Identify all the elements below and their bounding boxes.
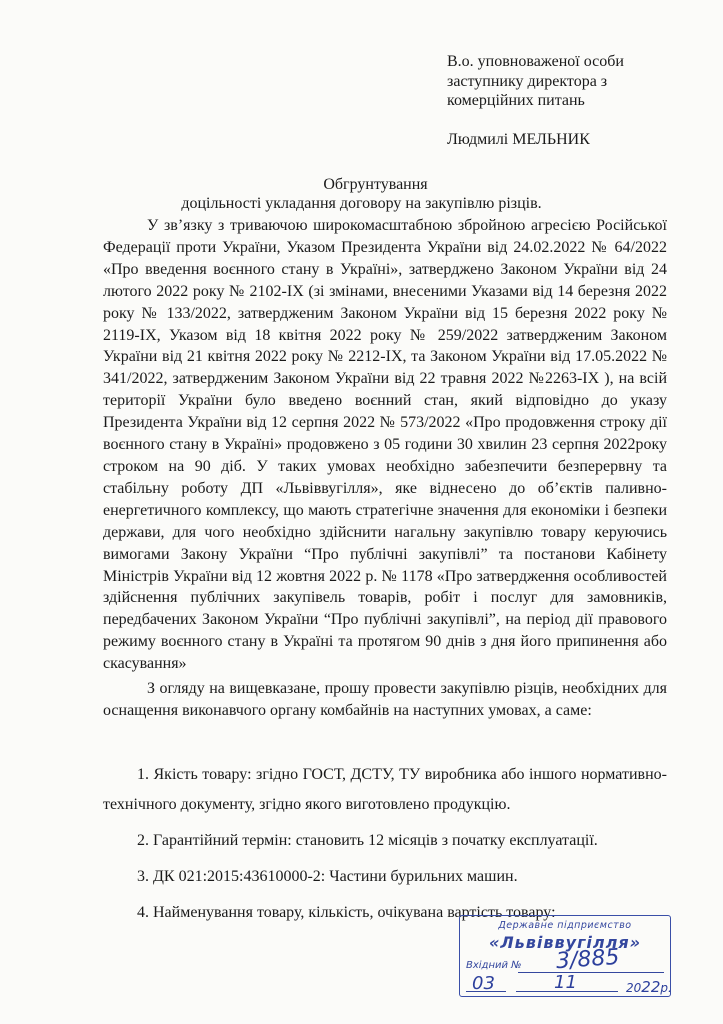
document-title: Обгрунтування xyxy=(323,176,428,193)
addressee-position-line1: В.о. уповноваженої особи xyxy=(447,53,624,70)
stamp-org-name: «Львіввугілля» xyxy=(488,933,642,952)
stamp-day: 03 xyxy=(472,973,495,994)
document-subtitle: доцільності укладання договору на закупівлю різців. xyxy=(181,195,542,212)
stamp-org-type: Державне підприємство xyxy=(498,920,632,931)
stamp-number-line xyxy=(518,972,664,973)
stamp-year-prefix: 20 xyxy=(626,981,642,995)
stamp-inbox-label: Вхідний № xyxy=(466,960,522,971)
condition-classifier: 3. ДК 021:2015:43610000-2: Частини бурильних машин. xyxy=(137,868,518,885)
addressee-name: Людмилі МЕЛЬНИК xyxy=(447,130,590,148)
condition-warranty: 2. Гарантійний термін: становить 12 місяців з початку експлуатації. xyxy=(137,832,598,849)
stamp-year xyxy=(626,978,672,996)
addressee-position-line2: заступнику директора з xyxy=(447,72,608,90)
request-paragraph: З огляду на вищевказане, прошу провести закупівлю різців, необхідних для оснащення виконавчого органу комбайнів на наступних умовах, а саме: xyxy=(103,680,667,719)
registration-stamp xyxy=(459,915,671,997)
addressee-block xyxy=(447,52,624,149)
stamp-year-suffix: р. xyxy=(660,981,672,995)
addressee-position-line3: комерційних питань xyxy=(447,92,585,109)
conditions-list xyxy=(103,760,667,928)
condition-goods-list: 4. Найменування товару, кількість, очікувана вартість товару: xyxy=(137,904,556,921)
document-body xyxy=(103,215,667,722)
stamp-year-handwritten: 22 xyxy=(641,978,661,996)
stamp-registration-number: 3/885 xyxy=(555,944,621,975)
condition-quality: 1. Якість товару: згідно ГОСТ, ДСТУ, ТУ виробника або іншого нормативно-технічного документу, згідно якого виготовлено продукцію. xyxy=(103,766,667,813)
stamp-month: 11 xyxy=(554,972,577,993)
justification-paragraph: У зв’язку з триваючою широкомасштабною збройною агресією Російської Федерації проти України, Указом Президента України від 24.02.2022 № 64/2022 «Про введення воєнного стану в Україні», затверджено Законом України від 24 лютого 2022 року № 2102-IX (зі змінами, внесеними Указами від 14 березня 2022 року № 133/2022, затвердженим Законом України від 15 березня 2022 року № 2119-IX, Указом від 18 квітня 2022 року № 259/2022 затвердженим Законом України від 21 квітня 2022 року № 2212-IX, та Законом України від 17.05.2022 № 341/2022, затвердженим Законом України від 22 травня 2022 №2263-IX ), на всій території України було введено воєнний стан, який відповідно до указу Президента України від 12 серпня 2022 № 573/2022 «Про продовження строку дії воєнного стану в Україні» продовжено з 05 години 30 хвилин 23 серпня 2022року строком на 90 діб. У таких умовах необхідно забезпечити безперервну та стабільну роботу ДП «Львіввугілля», яке віднесено до об’єктів паливно-енергетичного комплексу, що мають стратегічне значення для економіки і безпеки держави, для чого необхідно здійснити нагальну закупівлю товару керуючись вимогами Закону України “Про публічні закупівлі” та постанови Кабінету Міністрів України від 12 жовтня 2022 р. № 1178 «Про затвердження особливостей здійснення публічних закупівель товарів, робіт і послуг для замовників, передбачених Законом України “Про публічні закупівлі”, на період дії правового режиму воєнного стану в Україні та протягом 90 днів з дня його припинення або скасування» xyxy=(103,217,667,673)
